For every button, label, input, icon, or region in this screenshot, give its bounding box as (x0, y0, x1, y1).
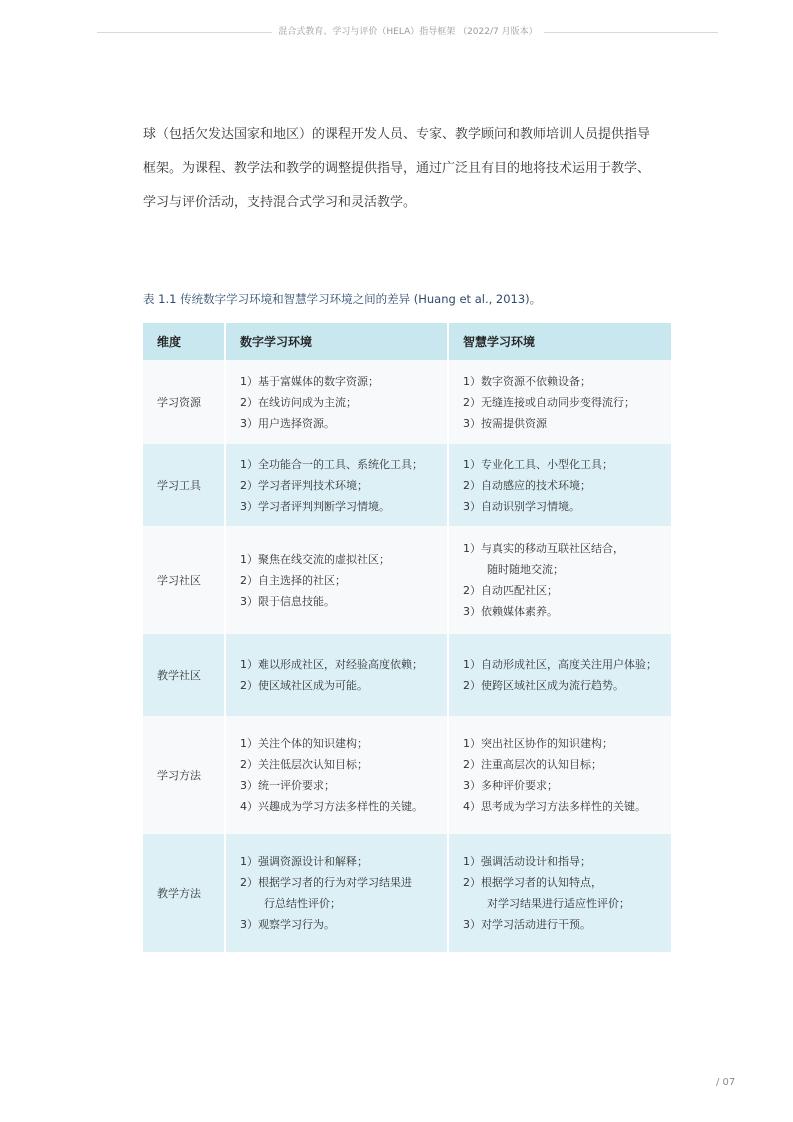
list-item: 3）学习者评判判断学习情境。 (240, 499, 390, 513)
smart-cell (448, 716, 671, 834)
list-item: 2）使跨区域社区成为流行趋势。 (463, 679, 624, 692)
row-dimension: 学习社区 (143, 526, 225, 634)
row-dimension: 学习方法 (143, 716, 225, 834)
list-item: 2）根据学习者的认知特点， (463, 876, 602, 889)
list-item-continuation: 随时随地交流； (487, 563, 564, 576)
intro-line: 框架。为课程、教学法和教学的调整提供指导，通过广泛且有目的地将技术运用于教学、 (143, 161, 651, 176)
list-item: 2）自动感应的技术环境； (463, 478, 591, 492)
table-row (143, 716, 671, 834)
list-item: 3）按需提供资源 (463, 416, 547, 430)
header-smart-env: 智慧学习环境 (448, 323, 671, 360)
list-item: 3）限于信息技能。 (240, 594, 335, 608)
list-item: 1）数字资源不依赖设备； (463, 374, 591, 388)
list-item: 2）在线访问成为主流； (240, 395, 357, 409)
list-item: 2）关注低层次认知目标； (240, 758, 368, 771)
comparison-table (143, 323, 671, 952)
list-item: 3）统一评价要求； (240, 779, 335, 792)
list-item: 2）根据学习者的行为对学习结果进 (240, 876, 412, 889)
list-item: 4）兴趣成为学习方法多样性的关键。 (240, 800, 423, 813)
list-item-continuation: 行总结性评价； (264, 897, 341, 910)
list-item: 2）自动匹配社区； (463, 584, 558, 597)
intro-line: 球（包括欠发达国家和地区）的课程开发人员、专家、教学顾问和教师培训人员提供指导 (143, 127, 651, 142)
list-item: 1）全功能合一的工具、系统化工具； (240, 457, 423, 471)
table-row (143, 444, 671, 526)
list-item: 1）突出社区协作的知识建构； (463, 737, 613, 750)
header-rule-left (97, 32, 272, 33)
list-item: 1）自动形成社区，高度关注用户体验； (463, 658, 657, 671)
header-title: 混合式教育、学习与评价（HELA）指导框架 （2022/7 月版本） (278, 27, 538, 37)
list-item: 2）学习者评判技术环境； (240, 478, 368, 492)
intro-line: 学习与评价活动，支持混合式学习和灵活教学。 (143, 195, 417, 210)
list-item: 2）使区域社区成为可能。 (240, 679, 368, 692)
list-item-continuation: 对学习结果进行适应性评价； (487, 897, 630, 910)
list-item: 2）自主选择的社区； (240, 573, 346, 587)
smart-cell (448, 834, 671, 952)
smart-cell (448, 360, 671, 444)
list-item: 1）强调资源设计和解释； (240, 855, 368, 868)
smart-cell (448, 526, 671, 634)
table-row (143, 526, 671, 634)
header-dimension: 维度 (143, 323, 225, 360)
digital-cell (225, 634, 448, 716)
list-item: 2）注重高层次的认知目标； (463, 758, 602, 771)
smart-cell (448, 634, 671, 716)
list-item: 4）思考成为学习方法多样性的关键。 (463, 800, 646, 813)
digital-cell (225, 834, 448, 952)
table-row (143, 834, 671, 952)
running-header (0, 23, 793, 41)
table-row (143, 634, 671, 716)
header-rule-right (544, 32, 718, 33)
list-item: 3）对学习活动进行干预。 (463, 918, 591, 931)
list-item: 1）关注个体的知识建构； (240, 737, 368, 750)
row-dimension: 学习工具 (143, 444, 225, 526)
row-dimension: 教学社区 (143, 634, 225, 716)
page-number: / 07 (716, 1077, 736, 1088)
list-item: 3）用户选择资源。 (240, 416, 335, 430)
list-item: 1）专业化工具、小型化工具； (463, 457, 613, 471)
list-item: 3）依赖媒体素养。 (463, 605, 558, 618)
list-item: 1）强调活动设计和指导； (463, 855, 591, 868)
intro-paragraph (143, 118, 673, 220)
row-dimension: 教学方法 (143, 834, 225, 952)
row-dimension: 学习资源 (143, 360, 225, 444)
table-header-row (143, 323, 671, 360)
digital-cell (225, 526, 448, 634)
list-item: 3）多种评价要求； (463, 779, 558, 792)
header-digital-env: 数字学习环境 (225, 323, 448, 360)
digital-cell (225, 716, 448, 834)
table-caption: 表 1.1 传统数字学习环境和智慧学习环境之间的差异 (Huang et al., 2013)。 (143, 292, 542, 306)
list-item: 1）聚焦在线交流的虚拟社区； (240, 552, 390, 566)
digital-cell (225, 360, 448, 444)
list-item: 3）自动识别学习情境。 (463, 499, 580, 513)
list-item: 1）与真实的移动互联社区结合， (463, 542, 624, 555)
list-item: 1）难以形成社区，对经验高度依赖； (240, 658, 423, 671)
list-item: 3）观察学习行为。 (240, 918, 335, 931)
table-row (143, 360, 671, 444)
digital-cell (225, 444, 448, 526)
list-item: 2）无缝连接或自动同步变得流行； (463, 395, 635, 409)
smart-cell (448, 444, 671, 526)
list-item: 1）基于富媒体的数字资源； (240, 374, 379, 388)
